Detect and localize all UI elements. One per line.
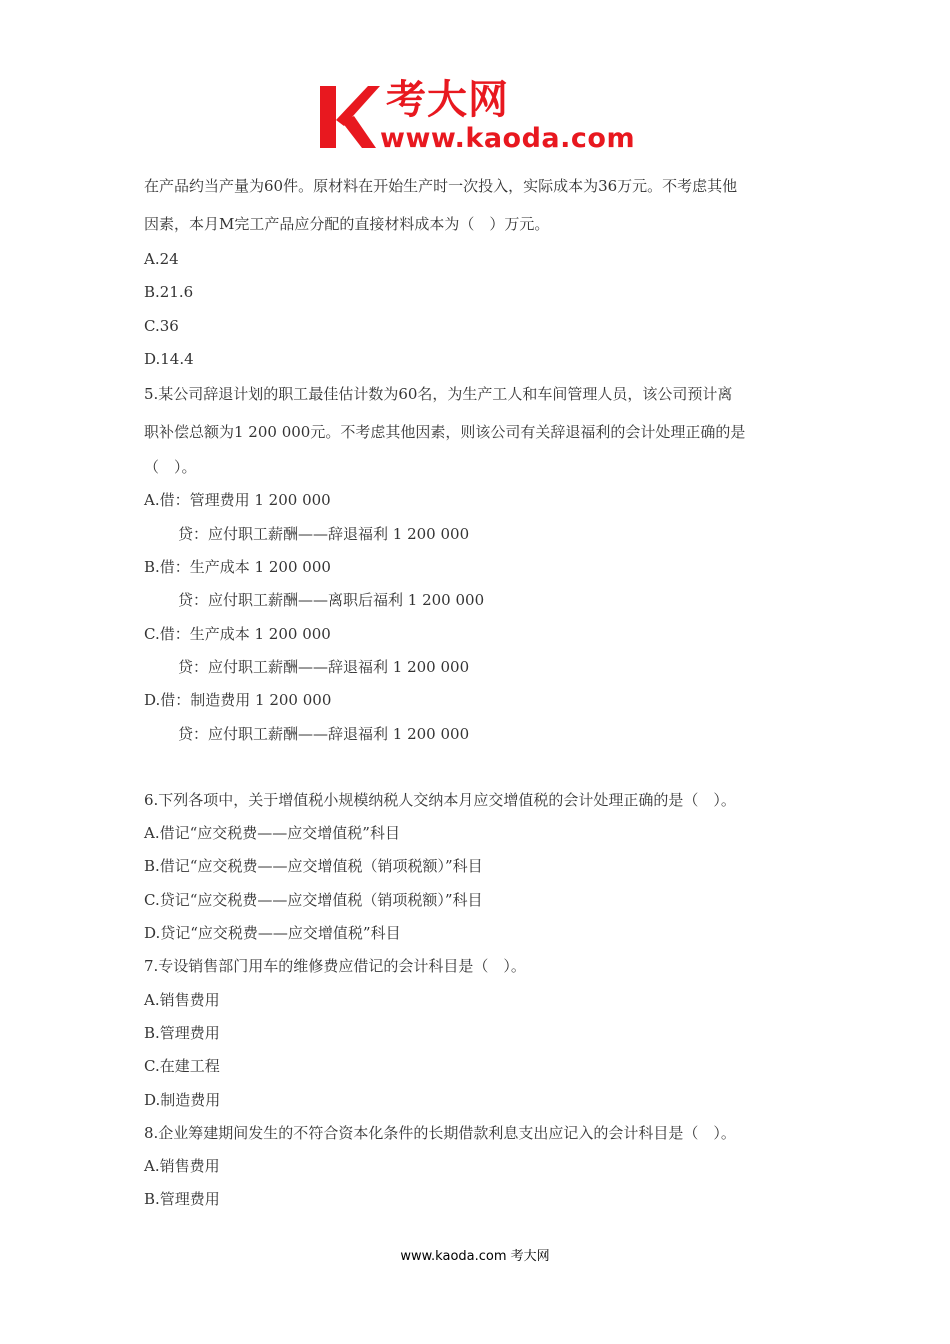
logo-url-text: www.kaoda.com (380, 123, 636, 154)
question-6-option-c: C.贷记“应交税费——应交增值税（销项税额）”科目 (144, 890, 483, 909)
document-body (144, 168, 824, 1217)
question-5-option-a-debit: A.借：管理费用 1 200 000 (144, 491, 331, 510)
question-5-text-line-1: 5.某公司辞退计划的职工最佳估计数为60名，为生产工人和车间管理人员，该公司预计离 (144, 385, 733, 404)
question-5-option-b-debit: B.借：生产成本 1 200 000 (144, 558, 331, 577)
question-6-text: 6.下列各项中，关于增值税小规模纳税人交纳本月应交增值税的会计处理正确的是（ ）。 (144, 790, 736, 809)
question-8-text: 8.企业筹建期间发生的不符合资本化条件的长期借款利息支出应记入的会计科目是（ ）。 (144, 1123, 736, 1142)
page-footer: www.kaoda.com 考大网 (400, 1249, 550, 1264)
question-5-option-c-debit: C.借：生产成本 1 200 000 (144, 624, 331, 643)
site-logo (318, 78, 648, 160)
question-4-text-line-1: 在产品约当产量为60件。原材料在开始生产时一次投入，实际成本为36万元。不考虑其他 (144, 177, 738, 195)
question-8-option-a: A.销售费用 (144, 1157, 220, 1176)
question-7-option-a: A.销售费用 (144, 990, 220, 1009)
question-5-option-d-debit: D.借：制造费用 1 200 000 (144, 691, 332, 710)
question-7-option-d: D.制造费用 (144, 1090, 221, 1109)
question-7-option-c: C.在建工程 (144, 1057, 220, 1076)
question-5-text-line-2: 职补偿总额为1 200 000元。不考虑其他因素，则该公司有关辞退福利的会计处理正确的是 (144, 422, 746, 441)
question-5-option-c-credit: 贷：应付职工薪酬——辞退福利 1 200 000 (178, 657, 470, 676)
question-6-option-a: A.借记“应交税费——应交增值税”科目 (144, 824, 400, 843)
question-5-option-a-credit: 贷：应付职工薪酬——辞退福利 1 200 000 (178, 524, 470, 543)
question-4-option-a: A.24 (144, 250, 179, 268)
question-4-text-line-2: 因素，本月M完工产品应分配的直接材料成本为（ ）万元。 (144, 214, 550, 233)
question-8-option-b: B.管理费用 (144, 1190, 220, 1209)
question-7-option-b: B.管理费用 (144, 1023, 220, 1042)
question-5-option-b-credit: 贷：应付职工薪酬——离职后福利 1 200 000 (178, 591, 485, 610)
question-7-text: 7.专设销售部门用车的维修费应借记的会计科目是（ ）。 (144, 957, 526, 976)
blank-spacer (144, 751, 824, 784)
logo-chinese-text: 考大网 (386, 77, 509, 123)
question-5-option-d-credit: 贷：应付职工薪酬——辞退福利 1 200 000 (178, 724, 470, 743)
question-6-option-b: B.借记“应交税费——应交增值税（销项税额）”科目 (144, 857, 483, 876)
question-5-text-line-3: （ ）。 (144, 458, 197, 477)
question-4-option-b: B.21.6 (144, 283, 194, 302)
question-4-option-d: D.14.4 (144, 349, 194, 368)
k-logo-icon (318, 82, 380, 152)
question-4-option-c: C.36 (144, 316, 179, 335)
question-6-option-d: D.贷记“应交税费——应交增值税”科目 (144, 924, 401, 943)
